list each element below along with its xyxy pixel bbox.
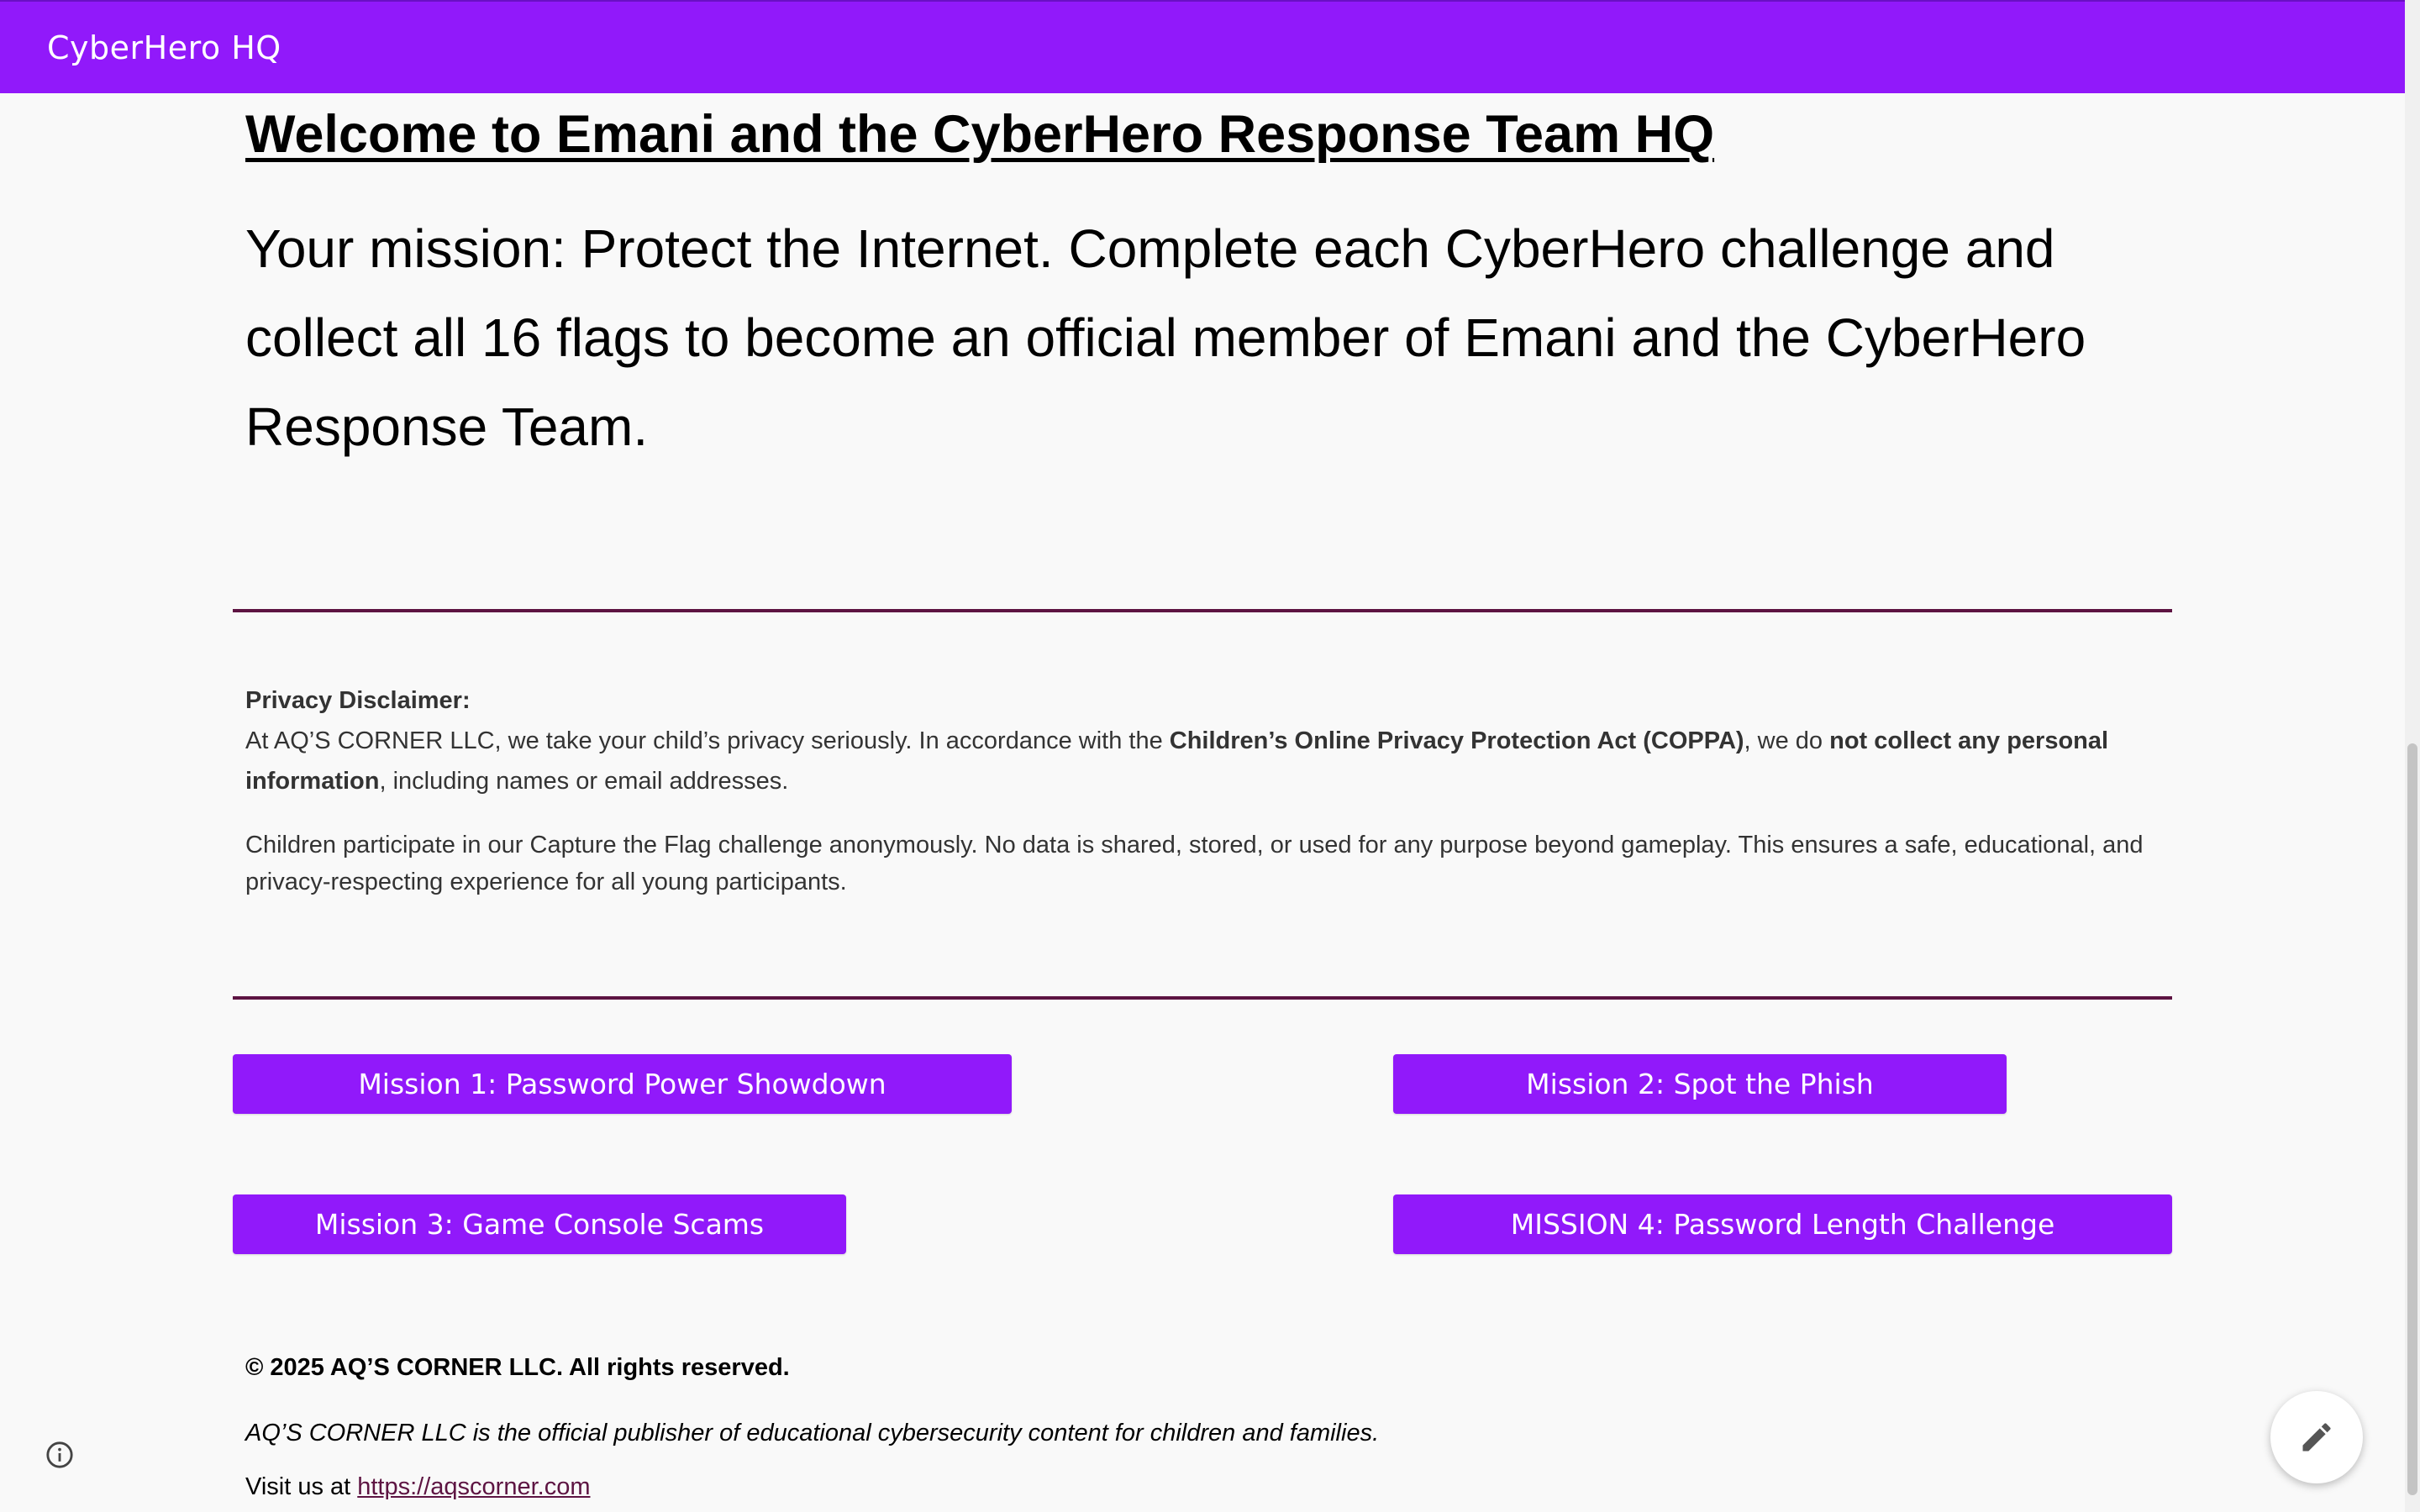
footer-publisher: AQ’S CORNER LLC is the official publisher of educational cybersecurity content for children and families. xyxy=(245,1420,1380,1446)
privacy-text: , including names or email addresses. xyxy=(379,768,789,795)
mission-3-button[interactable]: Mission 3: Game Console Scams xyxy=(233,1194,846,1254)
scrollbar-thumb[interactable] xyxy=(2407,743,2417,1495)
edit-button[interactable] xyxy=(2270,1391,2363,1483)
mission-2-button[interactable]: Mission 2: Spot the Phish xyxy=(1393,1054,2007,1114)
page-heading: Welcome to Emani and the CyberHero Response Team HQ xyxy=(245,105,1715,164)
privacy-text: , we do xyxy=(1744,727,1830,754)
info-icon[interactable] xyxy=(45,1441,74,1469)
footer-visit xyxy=(245,1470,591,1504)
no-collect-statement: not collect any personal information xyxy=(245,727,2109,795)
privacy-title: Privacy Disclaimer: xyxy=(245,687,471,714)
site-title[interactable]: CyberHero HQ xyxy=(47,29,281,66)
mission-1-button[interactable]: Mission 1: Password Power Showdown xyxy=(233,1054,1012,1114)
scrollbar[interactable] xyxy=(2405,0,2420,1512)
section-divider xyxy=(233,996,2172,1000)
privacy-paragraph-2: Children participate in our Capture the Flag challenge anonymously. No data is shared, stored, or used for any purpose beyond gameplay. This ensures a safe, educational, and privacy-respecting experience for all young participants. xyxy=(245,832,2144,895)
coppa-name: Children’s Online Privacy Protection Act (COPPA) xyxy=(1169,727,1744,754)
privacy-text: At AQ’S CORNER LLC, we take your child’s privacy seriously. In accordance with the xyxy=(245,727,1170,754)
pencil-icon xyxy=(2298,1419,2335,1456)
privacy-paragraph-1 xyxy=(245,721,2161,801)
website-link[interactable]: https://aqscorner.com xyxy=(357,1473,591,1500)
footer-copyright: © 2025 AQ’S CORNER LLC. All rights reserved. xyxy=(245,1354,790,1381)
mission-intro-text: Your mission: Protect the Internet. Complete each CyberHero challenge and collect all 16 flags to become an official member of Emani and the CyberHero Response Team. xyxy=(245,218,2086,457)
privacy-disclaimer xyxy=(245,680,2161,900)
top-app-bar xyxy=(0,0,2405,93)
mission-4-button[interactable]: MISSION 4: Password Length Challenge xyxy=(1393,1194,2172,1254)
section-divider xyxy=(233,609,2172,612)
visit-prefix: Visit us at xyxy=(245,1473,358,1500)
